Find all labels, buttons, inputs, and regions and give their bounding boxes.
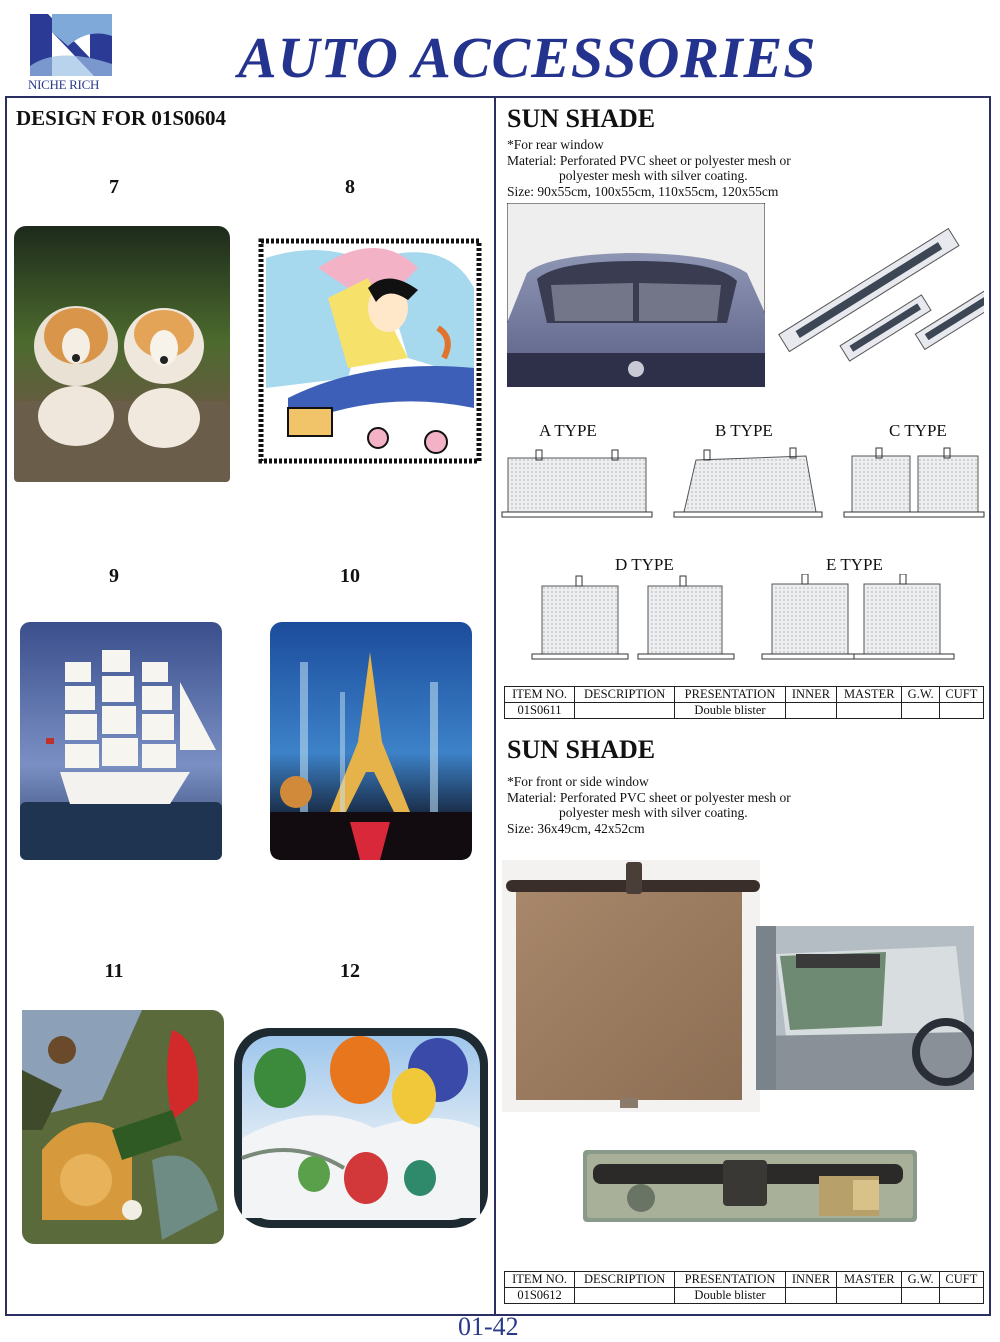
table-cell-item-no: 01S0612 bbox=[505, 1288, 575, 1304]
front-shade-package bbox=[583, 1150, 917, 1222]
table-cell-gw bbox=[902, 1288, 939, 1304]
jungle-shade-image bbox=[22, 1010, 224, 1244]
table-cell-master bbox=[837, 703, 902, 719]
table-header-cell: ITEM NO. bbox=[505, 1272, 575, 1288]
table-cell-inner bbox=[785, 1288, 836, 1304]
table-header-cell: DESCRIPTION bbox=[575, 1272, 675, 1288]
section2-description bbox=[507, 774, 987, 836]
table-cell-inner bbox=[785, 703, 836, 719]
design-number-9: 9 bbox=[109, 565, 119, 587]
section1-line-material: Material: Perforated PVC sheet or polyester mesh or bbox=[507, 152, 791, 168]
section2-line-usage: *For front or side window bbox=[507, 774, 649, 789]
section2-line-size: Size: 36x49cm, 42x52cm bbox=[507, 820, 645, 836]
table-header-cell: CUFT bbox=[939, 1272, 983, 1288]
section1-line-coating: polyester mesh with silver coating. bbox=[559, 168, 748, 183]
type-e-label: E TYPE bbox=[826, 555, 883, 574]
section2-spec-table bbox=[504, 1271, 984, 1304]
section2-line-material: Material: Perforated PVC sheet or polyester mesh or bbox=[507, 789, 791, 805]
left-panel-title: DESIGN FOR 01S0604 bbox=[16, 106, 227, 130]
logo-text: NICHE RICH bbox=[28, 77, 100, 92]
table-header-cell: PRESENTATION bbox=[675, 1272, 786, 1288]
roller-shade-photo bbox=[502, 860, 760, 1112]
table-header-cell: G.W. bbox=[902, 1272, 939, 1288]
table-header-cell: CUFT bbox=[939, 687, 983, 703]
type-a-label: A TYPE bbox=[539, 421, 597, 440]
table-cell-master bbox=[837, 1288, 902, 1304]
design-number-12: 12 bbox=[340, 960, 360, 982]
column-divider bbox=[494, 96, 496, 1316]
page-title: AUTO ACCESSORIES bbox=[238, 25, 817, 90]
puppies-shade-image bbox=[14, 226, 230, 482]
table-cell-description bbox=[575, 1288, 675, 1304]
table-header-cell: ITEM NO. bbox=[505, 687, 575, 703]
design-number-11: 11 bbox=[104, 960, 124, 982]
table-cell-presentation: Double blister bbox=[675, 1288, 786, 1304]
section1-description bbox=[507, 137, 987, 199]
design-number-10: 10 bbox=[340, 565, 360, 587]
section1-line-usage: *For rear window bbox=[507, 137, 604, 152]
table-row bbox=[505, 1288, 984, 1304]
page-number: 01-42 bbox=[458, 1312, 519, 1341]
table-header-cell: PRESENTATION bbox=[675, 687, 786, 703]
table-header-cell: INNER bbox=[785, 687, 836, 703]
eiffel-tower-shade-image bbox=[270, 622, 472, 860]
design-number-8: 8 bbox=[345, 176, 355, 198]
table-header-cell: MASTER bbox=[837, 687, 902, 703]
table-header-cell: MASTER bbox=[837, 1272, 902, 1288]
table-cell-cuft bbox=[939, 703, 983, 719]
table-header-row bbox=[505, 1272, 984, 1288]
section1-title: SUN SHADE bbox=[507, 104, 656, 133]
type-b-label: B TYPE bbox=[715, 421, 773, 440]
balloons-shade-image bbox=[234, 1028, 488, 1228]
type-de-diagram bbox=[526, 574, 962, 668]
table-cell-cuft bbox=[939, 1288, 983, 1304]
table-cell-presentation: Double blister bbox=[675, 703, 786, 719]
type-d-label: D TYPE bbox=[615, 555, 674, 574]
type-abc-diagram bbox=[498, 446, 990, 526]
sailing-ship-shade-image bbox=[20, 622, 222, 860]
car-interior-photo bbox=[756, 926, 974, 1090]
cartoon-shade-image bbox=[258, 238, 482, 464]
table-cell-item-no: 01S0611 bbox=[505, 703, 575, 719]
table-header-cell: DESCRIPTION bbox=[575, 687, 675, 703]
table-cell-gw bbox=[902, 703, 939, 719]
section2-line-coating: polyester mesh with silver coating. bbox=[559, 805, 748, 820]
table-header-row bbox=[505, 687, 984, 703]
type-c-label: C TYPE bbox=[889, 421, 947, 440]
rear-window-car-photo bbox=[507, 203, 765, 387]
table-cell-description bbox=[575, 703, 675, 719]
section1-line-size: Size: 90x55cm, 100x55cm, 110x55cm, 120x55cm bbox=[507, 183, 779, 199]
table-row bbox=[505, 703, 984, 719]
table-header-cell: G.W. bbox=[902, 687, 939, 703]
section2-title: SUN SHADE bbox=[507, 735, 656, 764]
table-header-cell: INNER bbox=[785, 1272, 836, 1288]
design-number-7: 7 bbox=[109, 176, 119, 198]
section1-spec-table bbox=[504, 686, 984, 719]
rear-shade-packages bbox=[776, 216, 984, 362]
